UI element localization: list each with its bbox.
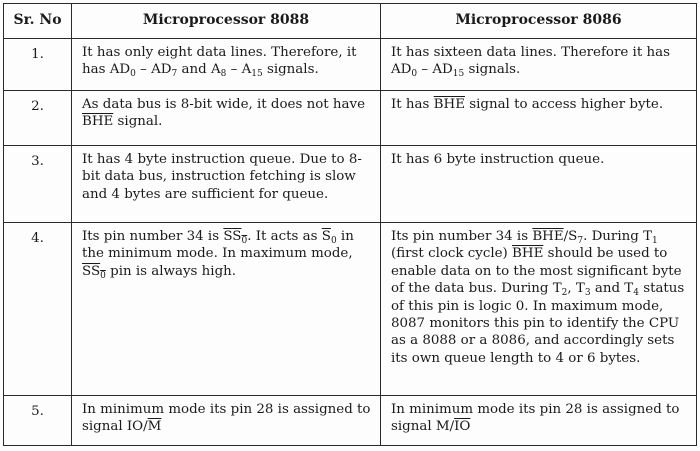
header-sr-no: Sr. No: [4, 4, 72, 39]
row-number: 2.: [4, 91, 72, 146]
cell-8088: In minimum mode its pin 28 is assigned to signal $IO/\overline{M}$: [72, 396, 381, 446]
cell-8086: Its pin number 34 is $\overline{BHE}/S_7$. During $T_1$ (first clock cycle) $\overline{BHE}$ should be used to enable data on to the most significant byte of the data bus. During $T_2$, $T_3$ and $T_4$ status of this pin is logic 0. In maximum mode, 8087 monitors this pin to identify the CPU as a 8088 or a 8086, and accordingly sets its own queue length to 4 or 6 bytes.: [381, 223, 697, 396]
comparison-table: [3, 3, 697, 446]
row-number: 1.: [4, 39, 72, 91]
row-number: 5.: [4, 396, 72, 446]
cell-8088: Its pin number 34 is $\overline{SS}_0$. It acts as $\overline{S}_0$ in the minimum mode. In maximum mode, $\overline{SS}_0$ pin is always high.: [72, 223, 381, 396]
header-8086: Microprocessor 8086: [381, 4, 697, 39]
row-number: 4.: [4, 223, 72, 396]
cell-8088: It has only eight data lines. Therefore, it has $AD_0 - AD_7$ and $A_8 - A_{15}$ signals.: [72, 39, 381, 91]
cell-8086: It has $\overline{BHE}$ signal to access higher byte.: [381, 91, 697, 146]
cell-8086: It has sixteen data lines. Therefore it has $AD_0 - AD_{15}$ signals.: [381, 39, 697, 91]
row-number: 3.: [4, 146, 72, 223]
cell-8086: In minimum mode its pin 28 is assigned to signal $M/\overline{IO}$: [381, 396, 697, 446]
cell-8086: It has 6 byte instruction queue.: [381, 146, 697, 223]
table-row: [4, 39, 697, 91]
table-row: [4, 223, 697, 396]
table-row: [4, 146, 697, 223]
cell-8088: As data bus is 8-bit wide, it does not have $\overline{BHE}$ signal.: [72, 91, 381, 146]
table-header-row: [4, 4, 697, 39]
table-row: [4, 396, 697, 446]
table-row: [4, 91, 697, 146]
header-8088: Microprocessor 8088: [72, 4, 381, 39]
cell-8088: It has 4 byte instruction queue. Due to 8-bit data bus, instruction fetching is slow and 4 bytes are sufficient for queue.: [72, 146, 381, 223]
